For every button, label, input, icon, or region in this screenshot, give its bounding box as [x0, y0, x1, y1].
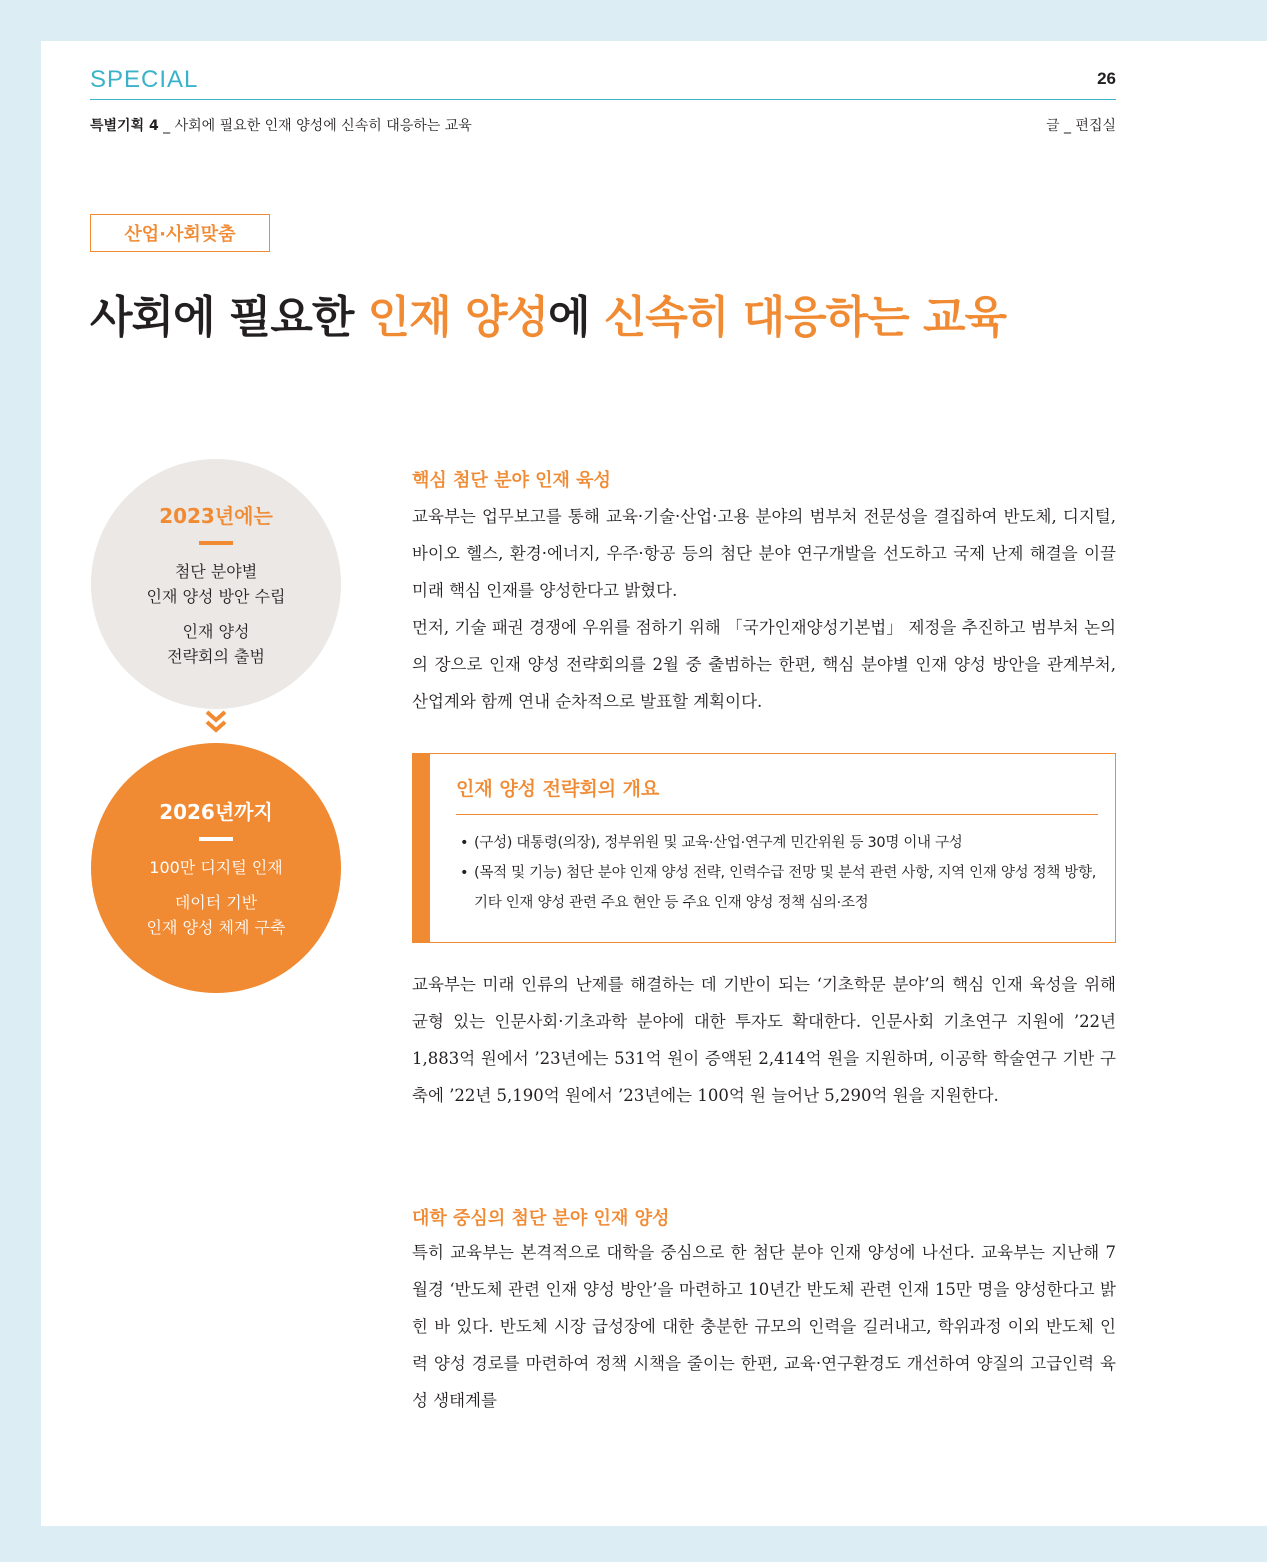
overview-box	[412, 753, 1116, 943]
series-line	[90, 115, 472, 135]
section-basic-studies	[412, 966, 1116, 1114]
box-divider	[456, 814, 1098, 815]
series-number: 특별기획 4	[90, 118, 159, 134]
title-part-2: 에	[548, 292, 604, 343]
section-label: SPECIAL	[90, 66, 199, 93]
timeline-circle-2023	[91, 459, 341, 709]
list-item-text: (구성) 대통령(의장), 정부위원 및 교육·산업·연구계 민간위원 등 30명 이내 구성	[474, 835, 963, 851]
page	[41, 41, 1267, 1526]
list-item: • (목적 및 기능) 첨단 분야 인재 양성 전략, 인력수급 전망 및 분석 관련 사항, 지역 인재 양성 정책 방향, 기타 인재 양성 관련 주요 현안 등 주요 인재 양성 정책 심의·조정	[460, 865, 1097, 911]
circle-dash	[199, 541, 233, 545]
page-number: 26	[1097, 69, 1116, 88]
title-highlight-1: 인재 양성	[367, 292, 549, 343]
double-chevron-down-icon	[203, 709, 229, 735]
circle-title: 2023년에는	[159, 503, 273, 528]
circle-line: 첨단 분야별	[174, 561, 258, 581]
header-divider	[90, 99, 1116, 100]
paragraph: 특히 교육부는 본격적으로 대학을 중심으로 한 첨단 분야 인재 양성에 나선다. 교육부는 지난해 7월경 ‘반도체 관련 인재 양성 방안’을 마련하고 10년간 반도체 관련 인재 15만 명을 양성한다고 밝힌 바 있다. 반도체 시장 급성장에 대한 충분한 규모의 인력을 길러내고, 학위과정 이외 반도체 인력 양성 경로를 마련하여 정책 시책을 줄이는 한편, 교육·연구환경도 개선하여 양질의 고급인력 육성 생태계를	[412, 1243, 1116, 1410]
section-heading: 대학 중심의 첨단 분야 인재 양성	[412, 1208, 670, 1229]
timeline-circle-2026	[91, 743, 341, 993]
byline: 글 _ 편집실	[1046, 118, 1116, 134]
circle-line: 인재 양성 체계 구축	[146, 918, 286, 937]
list-item-text: (목적 및 기능) 첨단 분야 인재 양성 전략, 인력수급 전망 및 분석 관련 사항, 지역 인재 양성 정책 방향, 기타 인재 양성 관련 주요 현안 등 주요 인재 양성 정책 심의·조정	[474, 865, 1097, 911]
circle-title: 2026년까지	[159, 800, 273, 824]
category-tag: 산업·사회맞춤	[90, 214, 270, 252]
paragraph: 교육부는 미래 인류의 난제를 해결하는 데 기반이 되는 ‘기초학문 분야’의 핵심 인재 육성을 위해 균형 있는 인문사회·기초과학 분야에 대한 투자도 확대한다. 인문사회 기초연구 지원에 ’22년 1,883억 원에서 ’23년에는 531억 원이 증액된 2,414억 원을 지원하며, 이공학 학술연구 기반 구축에 ’22년 5,190억 원에서 ’23년에는 100억 원 늘어난 5,290억 원을 지원한다.	[412, 975, 1116, 1105]
circle-dash	[199, 837, 233, 841]
section-heading: 핵심 첨단 분야 인재 육성	[412, 470, 611, 491]
article-title	[90, 281, 1006, 345]
title-part-1: 사회에 필요한	[90, 292, 368, 343]
circle-line: 100만 디지털 인재	[149, 858, 283, 877]
paragraph: 먼저, 기술 패권 경쟁에 우위를 점하기 위해 「국가인재양성기본법」 제정을 추진하고 범부처 논의의 장으로 인재 양성 전략회의를 2월 중 출범하는 한편, 핵심 분야별 인재 양성 방안을 관계부처, 산업계와 함께 연내 순차적으로 발표할 계획이다.	[412, 618, 1116, 711]
paragraph: 교육부는 업무보고를 통해 교육·기술·산업·고용 분야의 범부처 전문성을 결집하여 반도체, 디지털, 바이오 헬스, 환경·에너지, 우주·항공 등의 첨단 분야 연구개발을 선도하고 국제 난제 해결을 이끌 미래 핵심 인재를 양성한다고 밝혔다.	[412, 507, 1116, 600]
circle-line: 인재 양성	[182, 621, 250, 641]
circle-line: 데이터 기반	[174, 893, 258, 912]
box-title: 인재 양성 전략회의 개요	[456, 778, 660, 800]
circle-line: 전략회의 출범	[167, 646, 265, 666]
title-highlight-2: 신속히 대응하는 교육	[603, 292, 1007, 343]
section-university-fields	[412, 1204, 1116, 1419]
circle-line: 인재 양성 방안 수립	[146, 586, 286, 606]
box-list	[460, 828, 1100, 918]
list-item: • (구성) 대통령(의장), 정부위원 및 교육·산업·연구계 민간위원 등 30명 이내 구성	[460, 835, 963, 851]
section-core-fields	[412, 466, 1116, 720]
series-title: _ 사회에 필요한 인재 양성에 신속히 대응하는 교육	[158, 118, 472, 134]
